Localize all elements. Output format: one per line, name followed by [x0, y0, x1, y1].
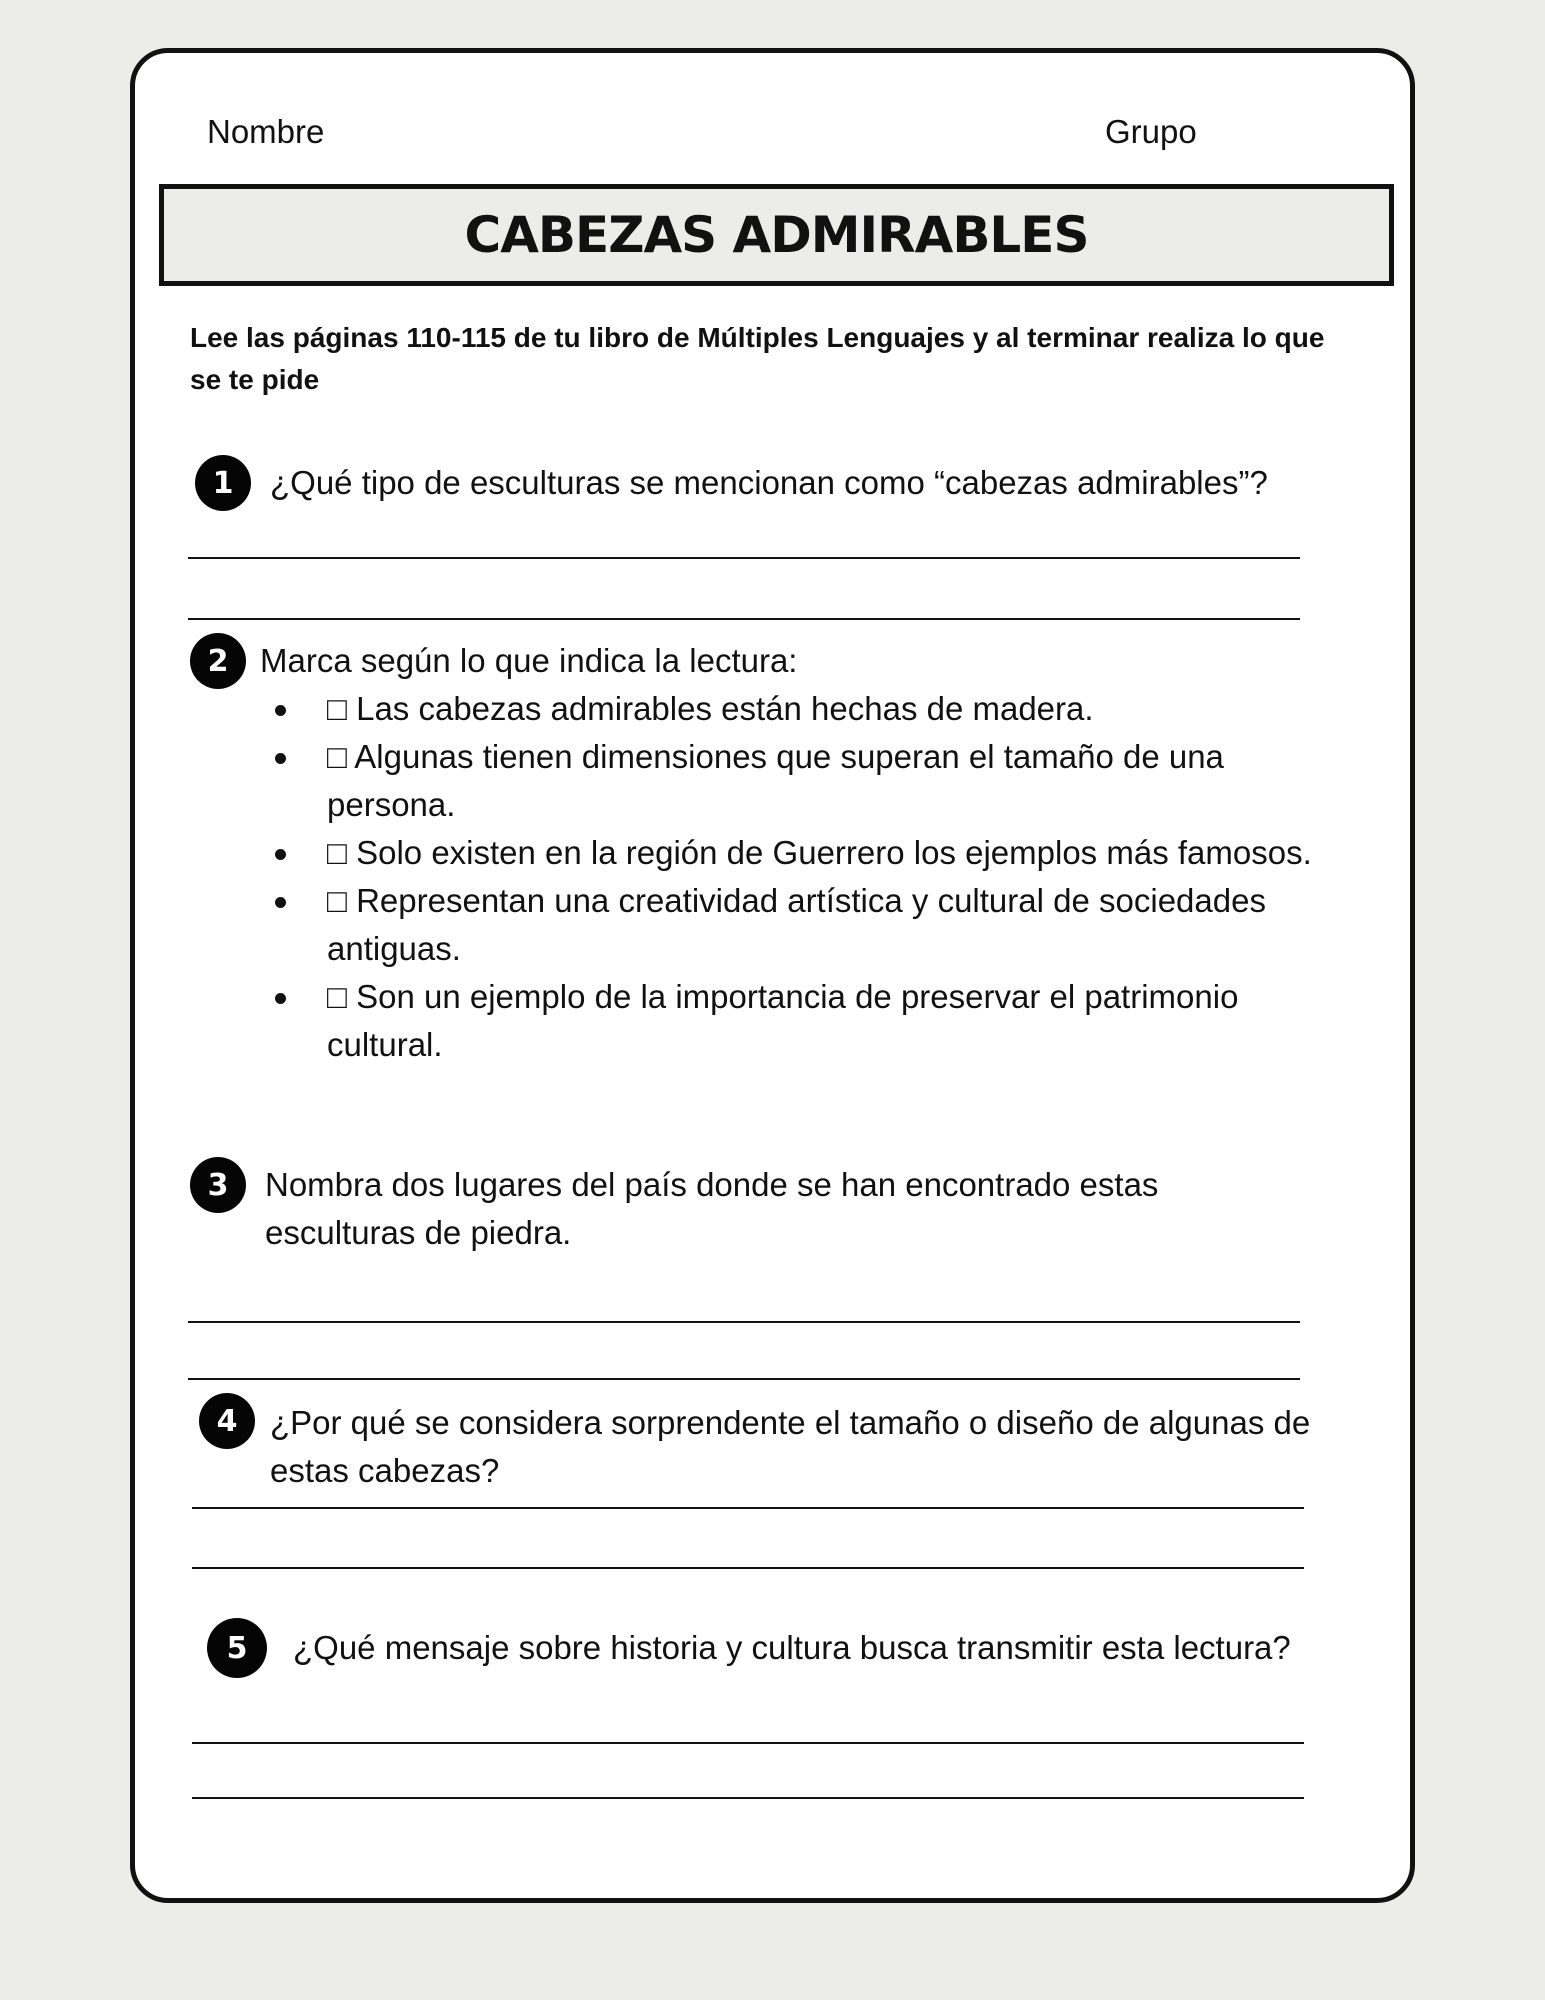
answer-line[interactable] — [192, 1742, 1304, 1744]
checklist-item-text: □ Solo existen en la región de Guerrero los ejemplos más famosos. — [327, 834, 1312, 871]
instructions: Lee las páginas 110-115 de tu libro de Múltiples Lenguajes y al terminar realiza lo que se te pide — [190, 322, 1325, 395]
bullet-icon — [275, 753, 286, 764]
answer-line[interactable] — [192, 1507, 1304, 1509]
bullet-icon — [275, 993, 286, 1004]
checklist-item-text: □ Representan una creatividad artística y cultural de sociedades antiguas. — [327, 882, 1266, 967]
checklist-item-text: □ Son un ejemplo de la importancia de preservar el patrimonio cultural. — [327, 978, 1239, 1063]
bullet-icon — [275, 705, 286, 716]
question-4-text: ¿Por qué se considera sorprendente el tamaño o diseño de algunas de estas cabezas? — [270, 1404, 1311, 1489]
question-3-text: Nombra dos lugares del país donde se han encontrado estas esculturas de piedra. — [265, 1166, 1159, 1251]
question-number-badge: 3 — [190, 1157, 246, 1213]
checklist-item[interactable] — [275, 829, 1315, 877]
name-label: Nombre — [207, 113, 325, 150]
checklist-item[interactable] — [275, 877, 1315, 973]
question-1-text: ¿Qué tipo de esculturas se mencionan como “cabezas admirables”? — [270, 464, 1268, 501]
checklist — [275, 685, 1315, 1069]
question-number-badge: 1 — [195, 455, 251, 511]
page-title: CABEZAS ADMIRABLES — [464, 206, 1089, 264]
question-number-badge: 5 — [207, 1618, 267, 1678]
bullet-icon — [275, 849, 286, 860]
checklist-item-text: □ Las cabezas admirables están hechas de madera. — [327, 690, 1094, 727]
question-5-text: ¿Qué mensaje sobre historia y cultura busca transmitir esta lectura? — [293, 1629, 1291, 1666]
question-number-badge: 4 — [199, 1393, 255, 1449]
question-number-badge: 2 — [190, 633, 246, 689]
answer-line[interactable] — [192, 1797, 1304, 1799]
answer-line[interactable] — [188, 1321, 1300, 1323]
title-banner — [159, 184, 1394, 286]
answer-line[interactable] — [188, 557, 1300, 559]
checklist-item[interactable] — [275, 973, 1315, 1069]
answer-line[interactable] — [188, 618, 1300, 620]
checklist-item-text: □ Algunas tienen dimensiones que superan el tamaño de una persona. — [327, 738, 1224, 823]
group-label: Grupo — [1105, 113, 1197, 150]
checklist-item[interactable] — [275, 685, 1315, 733]
checklist-item[interactable] — [275, 733, 1315, 829]
bullet-icon — [275, 897, 286, 908]
worksheet-card — [130, 48, 1415, 1903]
answer-line[interactable] — [188, 1378, 1300, 1380]
question-2-text: Marca según lo que indica la lectura: — [260, 642, 798, 679]
answer-line[interactable] — [192, 1567, 1304, 1569]
